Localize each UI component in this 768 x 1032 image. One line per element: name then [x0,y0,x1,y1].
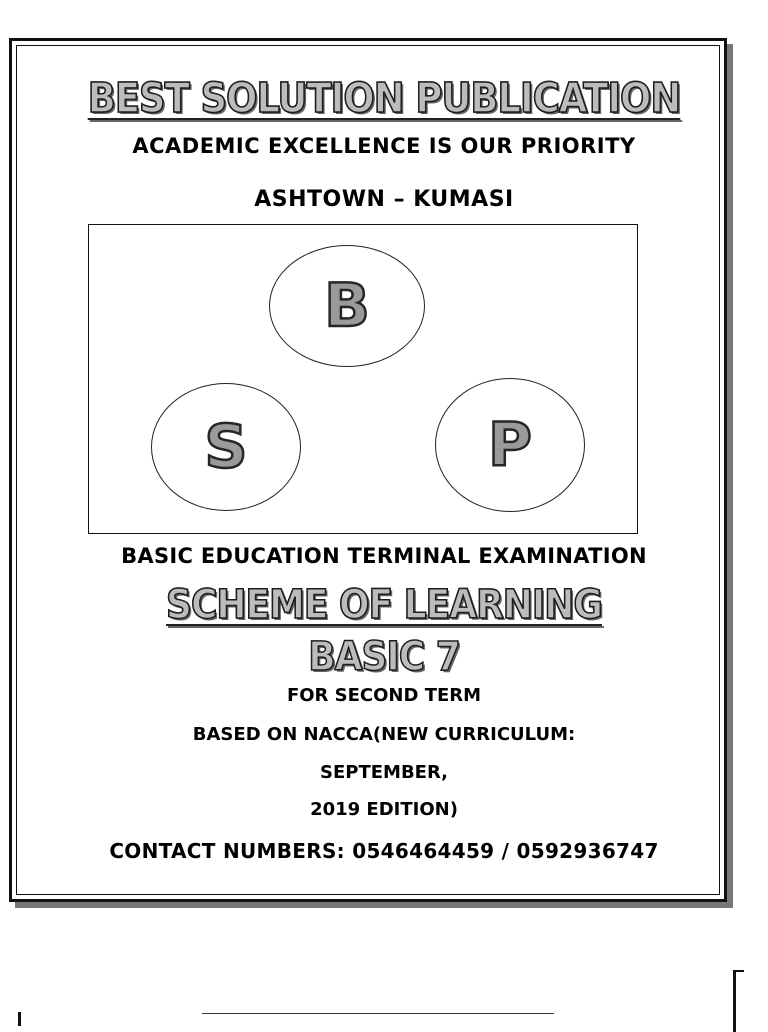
logo-circle-s [151,383,301,511]
bsp-logo-box [88,224,638,534]
exam-heading: BASIC EDUCATION TERMINAL EXAMINATION [121,544,647,568]
curriculum-label: BASED ON NACCA(NEW CURRICULUM: [192,724,576,745]
contact-numbers: CONTACT NUMBERS: 0546464459 / 0592936747 [109,839,659,863]
logo-circle-p [435,378,585,512]
class-level: BASIC 7 [308,634,460,680]
curriculum-month: SEPTEMBER, [320,762,448,783]
document-title: SCHEME OF LEARNING [166,582,602,628]
next-page-edge [733,970,744,1032]
logo-letter-b: B [324,271,370,341]
term-label: FOR SECOND TERM [286,685,482,706]
logo-circle-b [269,245,425,367]
curriculum-edition: 2019 EDITION) [310,799,458,820]
logo-letter-s: S [204,412,248,482]
logo-letter-p: P [488,410,532,480]
publisher-tagline: ACADEMIC EXCELLENCE IS OUR PRIORITY [132,134,636,158]
publisher-title: BEST SOLUTION PUBLICATION [87,74,681,122]
footer-rule [202,1013,554,1014]
publisher-location: ASHTOWN – KUMASI [254,187,514,212]
